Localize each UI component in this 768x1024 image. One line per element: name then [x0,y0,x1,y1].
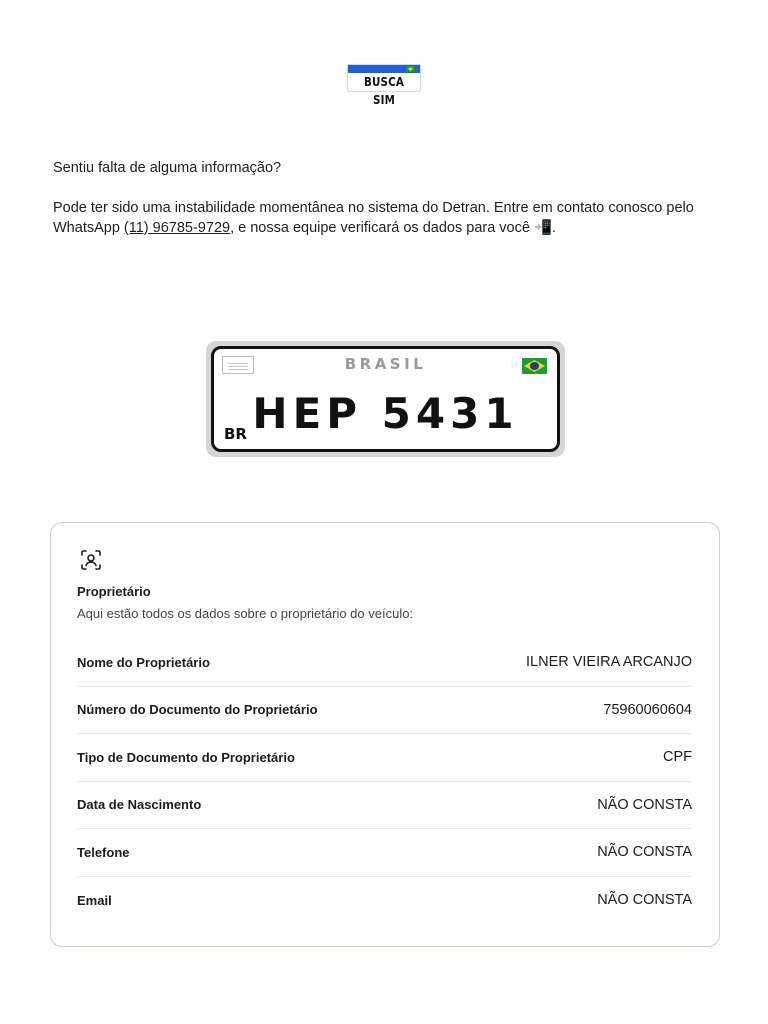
detail-label: Tipo de Documento do Proprietário [77,749,295,765]
detail-row-document-type [77,734,692,782]
detail-value: CPF [663,749,692,766]
license-plate [206,341,565,457]
brazil-flag-icon [522,358,547,374]
detail-value: 75960060604 [603,701,692,718]
contact-text-after: , e nossa equipe verificará os dados para você 📲. [230,220,557,236]
card-subtitle: Aqui estão todos os dados sobre o proprietário do veículo: [77,606,414,621]
detail-value: NÃO CONSTA [597,796,692,813]
license-plate-face [211,346,560,452]
detail-row-document-number [77,687,692,735]
detail-label: Nome do Proprietário [77,654,210,670]
detail-value: NÃO CONSTA [597,892,692,909]
card-title: Proprietário [77,584,151,599]
owner-details-list [77,639,692,924]
detail-label: Telefone [77,844,130,860]
missing-info-question: Sentiu falta de alguma informação? [53,160,282,176]
busca-sim-logo [347,64,421,107]
plate-country: BRASIL [344,355,427,373]
logo-strip [348,65,420,73]
detail-row-birth-date [77,782,692,830]
detail-label: Número do Documento do Proprietário [77,702,318,718]
contact-paragraph [53,198,733,238]
detail-value: NÃO CONSTA [597,844,692,861]
flag-globe [530,362,539,370]
detail-row-email [77,877,692,925]
detail-row-owner-name [77,639,692,687]
logo-text: BUSCA SIM [363,75,405,107]
user-scan-icon [80,549,102,571]
whatsapp-phone-link[interactable]: (11) 96785-9729 [123,220,231,236]
plate-country-code: BR [224,425,247,443]
detail-row-phone [77,829,692,877]
detail-label: Data de Nascimento [77,797,202,813]
detail-value: ILNER VIEIRA ARCANJO [526,654,692,671]
intro-text [53,158,733,238]
plate-number: HEP 5431 [252,389,519,438]
contact-text-before: Pode ter sido uma instabilidade momentânea no sistema do Detran. Entre em contato conosco pelo WhatsApp [53,200,694,236]
detail-label: Email [77,892,112,908]
owner-card [50,522,720,947]
brazil-flag-icon [406,66,415,72]
